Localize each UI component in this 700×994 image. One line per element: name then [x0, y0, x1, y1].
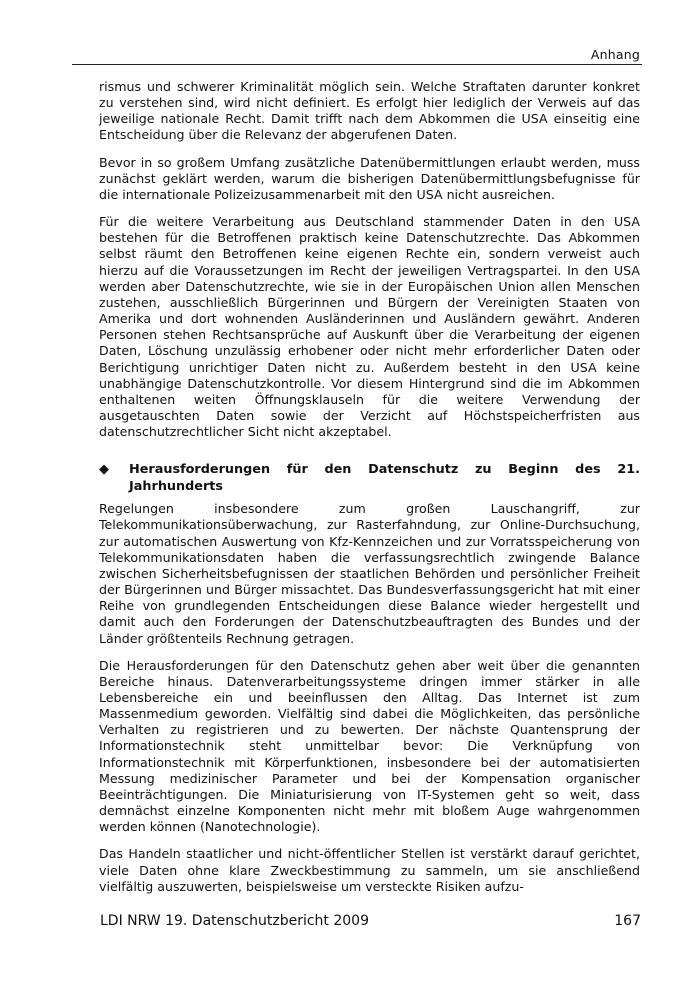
paragraph-us-rights: Für die weitere Verarbeitung aus Deutschland stammender Daten in den USA bestehen für die Betroffenen praktisch keine Datenschutzrechte. Das Abkommen selbst räumt den Betroffenen keine eigenen Rechte ein, sondern verweist auch hierzu auf die Voraussetzungen im Recht der jeweiligen Vertragspartei. In den USA werden aber Datenschutzrechte, wie sie in der Europäischen Union allen Menschen zustehen, ausschließlich Bürgerinnen und Bürgern der Vereinigten Staaten von Amerika und dort wohnenden Ausländerinnen und Ausländern gewährt. Anderen Personen stehen Rechtsansprüche auf Auskunft über die Verarbeitung der eigenen Daten, Löschung unzulässig erhobener oder nicht mehr erforderlicher Daten oder Berichtigung unrichtiger Daten nicht zu. Außerdem besteht in den USA keine unabhängige Datenschutzkontrolle. Vor diesem Hintergrund sind die im Abkommen enthaltenen weiten Öffnungsklauseln für die weitere Verwendung der ausgetauschten Daten sowie der Verzicht auf Höchstspeicherfristen aus datenschutzrechtlicher Sicht nicht akzeptabel.	[99, 214, 640, 440]
diamond-bullet-icon: ◆	[99, 462, 109, 478]
page-body	[99, 79, 640, 906]
section-title: Herausforderungen für den Datenschutz zu Beginn des 21. Jahrhunderts	[129, 462, 640, 494]
page-header	[72, 47, 642, 65]
section-heading	[99, 462, 640, 495]
page-number: 167	[614, 913, 641, 929]
paragraph-regulations: Regelungen insbesondere zum großen Lauschangriff, zur Telekommunikationsüberwachung, zur Rasterfahndung, zur Online-Durchsuchung, zur automatischen Auswertung von Kfz-Kennzeichen und zur Vorratsspeicherung von Telekommunikationsdaten haben die verfassungsrechtlich zwingende Balance zwischen Sicherheitsbefugnissen der staatlichen Behörden und persönlicher Freiheit der Bürgerinnen und Bürger missachtet. Das Bundesverfassungsgericht hat mit einer Reihe von grundlegenden Entscheidungen diese Balance wieder hergestellt und damit auch den Forderungen der Datenschutzbeauftragten des Bundes und der Länder größtenteils Rechnung getragen.	[99, 501, 640, 646]
paragraph-data-collection: Das Handeln staatlicher und nicht-öffentlicher Stellen ist verstärkt darauf gerichtet, viele Daten ohne klare Zweckbestimmung zu sammeln, um sie anschließend vielfältig auszuwerten, beispielsweise um versteckte Risiken aufzu-	[99, 846, 640, 894]
paragraph-criminality: rismus und schwerer Kriminalität möglich sein. Welche Straftaten darunter konkret zu verstehen sind, wird nicht definiert. Es erfolgt hier lediglich der Verweis auf das jeweilige nationale Recht. Damit trifft nach dem Abkommen die USA einseitig eine Entscheidung über die Relevanz der abgerufenen Daten.	[99, 79, 640, 143]
report-title: LDI NRW 19. Datenschutzbericht 2009	[100, 913, 369, 929]
paragraph-challenges: Die Herausforderungen für den Datenschutz gehen aber weit über die genannten Bereiche hinaus. Datenverarbeitungssysteme dringen immer stärker in alle Lebensbereiche ein und beeinflussen den Alltag. Das Internet ist zum Massenmedium geworden. Vielfältig sind dabei die Möglichkeiten, das persönliche Verhalten zu registrieren und zu bewerten. Der nächste Quantensprung der Informationstechnik steht unmittelbar bevor: Die Verknüpfung von Informationstechnik mit Körperfunktionen, insbesondere bei der automatisierten Messung medizinischer Parameter und bei der Kompensation organischer Beeinträchtigungen. Die Miniaturisierung von IT-Systemen geht so weit, dass demnächst einzelne Komponenten nicht mehr mit bloßem Auge wahrgenommen werden können (Nanotechnologie).	[99, 657, 640, 835]
header-label: Anhang	[590, 47, 640, 62]
paragraph-data-transfer: Bevor in so großem Umfang zusätzliche Datenübermittlungen erlaubt werden, muss zunächst geklärt werden, warum die bisherigen Datenübermittlungsbefugnisse für die internationale Polizeizusammenarbeit mit den USA nicht ausreichen.	[99, 154, 640, 202]
